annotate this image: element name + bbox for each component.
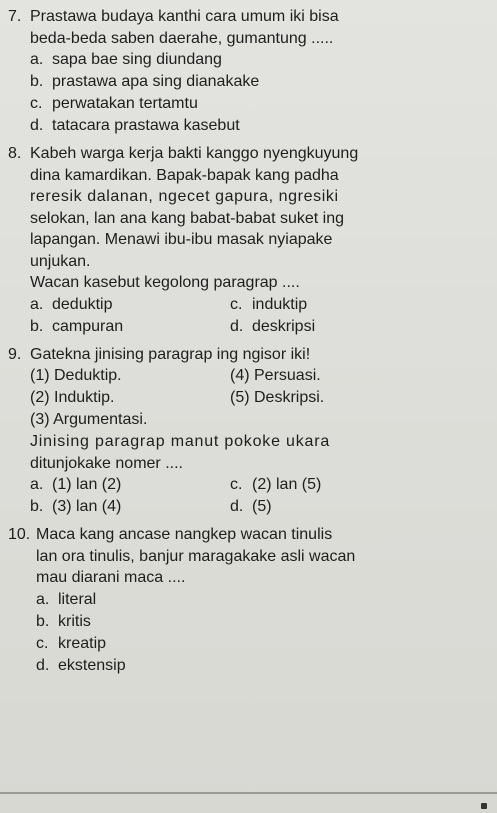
option-c[interactable]: c. perwatakan tertamtu [30,95,198,112]
list-row: (3) Argumentasi. [30,411,148,428]
question-stem-line: Jinising paragrap manut pokoke ukara [30,433,331,450]
option-c[interactable]: c. induktip [230,295,308,313]
question-stem-line: ditunjokake nomer .... [30,454,183,472]
option-b[interactable]: b. (3) lan (4) [30,498,122,515]
question-stem-line: lapangan. Menawi ibu-ibu masak nyiapake [30,231,333,248]
question-9 [8,344,483,519]
question-10 [8,524,483,677]
option-d[interactable]: d. ekstensip [36,656,126,674]
option-b[interactable]: b. campuran [30,317,124,335]
question-stem-line: lan ora tinulis, banjur maragakake asli wacan [36,547,356,565]
option-c[interactable]: c. kreatip [36,634,107,652]
option-a[interactable]: a. literal [36,590,97,608]
question-stem-line: Wacan kasebut kegolong paragrap .... [30,274,300,291]
option-d[interactable]: d. (5) [230,498,272,515]
question-stem-line: dina kamardikan. Bapak-bapak kang padha [30,166,339,184]
question-number: 8. [8,145,22,162]
option-d[interactable]: d. tatacara prastawa kasebut [30,117,240,134]
question-number: 10. [8,526,31,543]
option-a[interactable]: a. sapa bae sing diundang [30,51,222,68]
option-c[interactable]: c. (2) lan (5) [230,476,322,493]
option-a[interactable]: a. (1) lan (2) [30,476,122,493]
question-7 [8,6,483,137]
question-stem-line: Gatekna jinising paragrap ing ngisor iki! [30,345,311,363]
option-b[interactable]: b. prastawa apa sing dianakake [30,73,260,90]
question-stem-line: unjukan. [30,252,91,270]
question-number: 7. [8,8,22,25]
question-number: 9. [8,345,22,363]
question-stem-line: Maca kang ancase nangkep wacan tinulis [36,526,333,543]
question-stem-line: selokan, lan ana kang babat-babat suket ing [30,209,345,227]
option-a[interactable]: a. deduktip [30,295,113,313]
question-stem-line: mau diarani maca .... [36,569,186,586]
question-stem-line: Prastawa budaya kanthi cara umum iki bisa [30,8,339,25]
question-8 [8,143,483,338]
list-row: (1) Deduktip. (4) Persuasi. [30,367,321,384]
question-stem-line: beda-beda saben daerahe, gumantung ..... [30,29,334,47]
list-row: (2) Induktip. (5) Deskripsi. [30,389,325,406]
question-stem-line: Kabeh warga kerja bakti kanggo nyengkuyung [30,145,359,162]
option-b[interactable]: b. kritis [36,612,91,630]
ink-mark [481,803,487,809]
question-stem-line: reresik dalanan, ngecet gapura, ngresiki [30,188,339,205]
page-divider [0,792,497,794]
option-d[interactable]: d. deskripsi [230,317,316,335]
